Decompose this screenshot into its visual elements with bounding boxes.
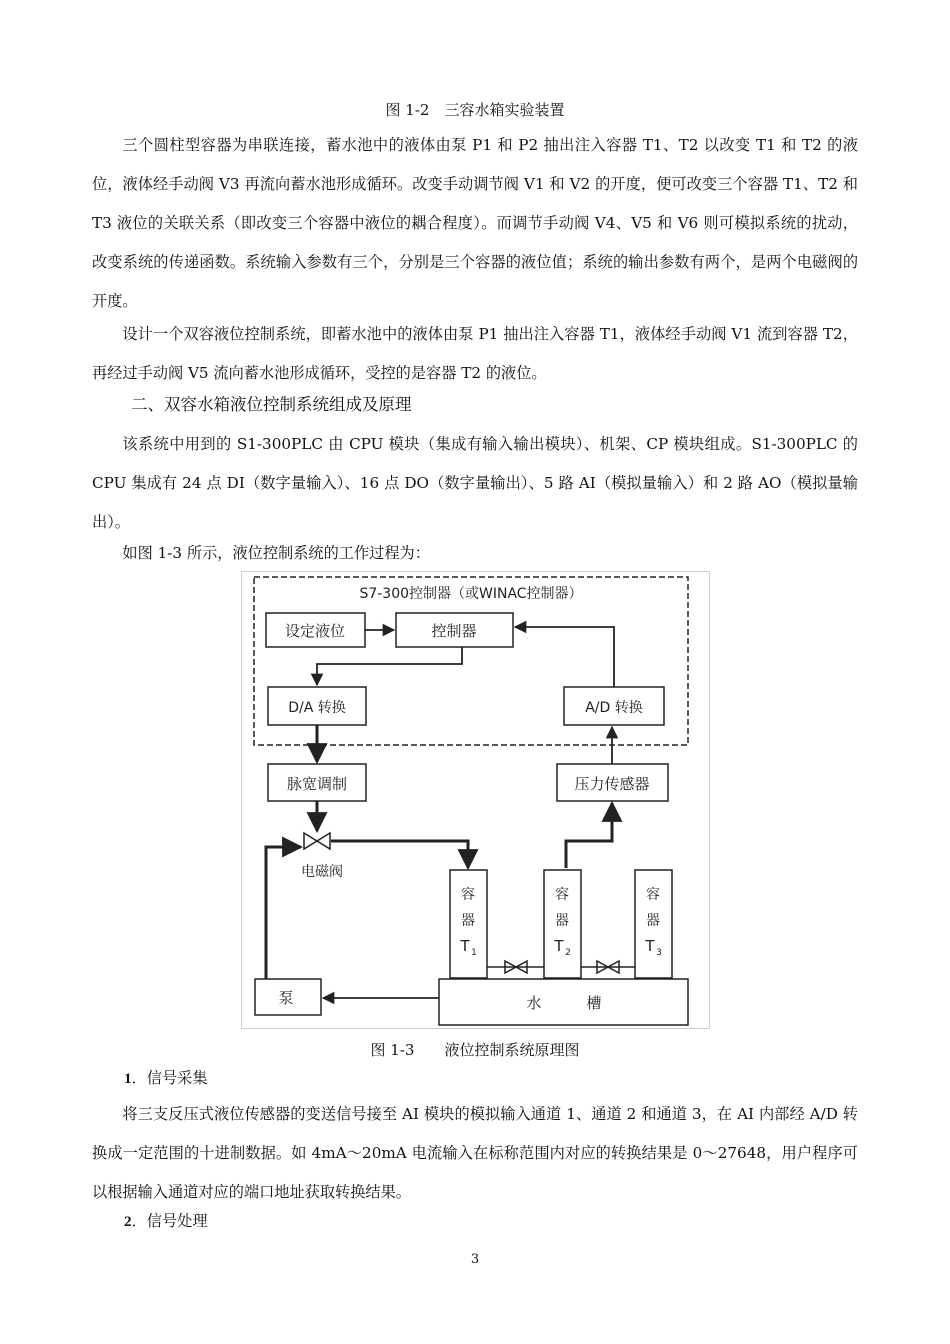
subsection-signal-acquisition xyxy=(124,1067,208,1090)
solenoid-valve-icon xyxy=(304,833,330,849)
setpoint-label: 设定液位 xyxy=(284,622,346,640)
tank-t1-label-top: 容 xyxy=(461,887,475,903)
reservoir-label-right: 槽 xyxy=(586,994,602,1012)
controller-title: S7-300控制器（或WINAC控制器） xyxy=(359,586,583,602)
controller-label: 控制器 xyxy=(431,622,477,640)
arrow-ad-controller xyxy=(515,627,614,687)
pipe-pump-valve xyxy=(266,847,301,979)
tank-t3-label-sub: 3 xyxy=(656,948,662,958)
pwm-label: 脉宽调制 xyxy=(286,775,348,793)
controller-dashed-box xyxy=(254,577,688,745)
reservoir-box xyxy=(439,979,688,1025)
tank-t2-label-t: T xyxy=(554,937,564,955)
subsection-number: 1 xyxy=(124,1070,132,1087)
arrow-controller-da xyxy=(317,647,462,685)
tank-t2-label-top: 容 xyxy=(555,887,569,903)
level-control-diagram xyxy=(241,571,710,1029)
tank-t1-label-t: T xyxy=(460,937,470,955)
page-number: 3 xyxy=(470,1252,480,1267)
paragraph-dual-tank-design: 设计一个双容液位控制系统，即蓄水池中的液体由泵 P1 抽出注入容器 T1，液体经手动阀 V1 流到容器 T2，再经过手动阀 V5 流向蓄水池形成循环，受控的是容器 T2 的液位。 xyxy=(92,325,858,382)
subsection-title: ．信号处理 xyxy=(131,1212,208,1230)
tank-t2-label-sub: 2 xyxy=(565,948,571,958)
paragraph-process-intro: 如图 1-3 所示，液位控制系统的工作过程为： xyxy=(122,544,430,562)
ad-label: A/D 转换 xyxy=(585,700,643,716)
paragraph-signal-acquisition: 将三支反压式液位传感器的变送信号接至 AI 模块的模拟输入通道 1、通道 2 和通道 3，在 AI 内部经 A/D 转换成一定范围的十进制数据。如 4mA～20mA 电流输入在标称范围内对应的转换结果是 0～27648，用户程序可以根据输入通道对应的端口地址获取转换结果。 xyxy=(92,1105,858,1201)
sensor-label: 压力传感器 xyxy=(574,775,650,793)
pipe-valve-t1 xyxy=(331,841,468,868)
tank-t1-label-mid: 器 xyxy=(461,913,475,929)
tank-t3-label-t: T xyxy=(645,937,655,955)
valve-label: 电磁阀 xyxy=(301,864,343,880)
pipe-t2-sensor xyxy=(566,803,612,868)
figure-1-3-caption: 图 1-3 液位控制系统原理图 xyxy=(370,1041,580,1059)
subsection-signal-processing xyxy=(124,1210,208,1233)
paragraph-plc-composition: 该系统中用到的 S1-300PLC 由 CPU 模块（集成有输入输出模块）、机架、CP 模块组成。S1-300PLC 的 CPU 集成有 24 点 DI（数字量输入）、16 点 DO（数字量输出）、5 路 AI（模拟量输入）和 2 路 AO（模拟量输出）。 xyxy=(92,435,858,531)
diagram-frame xyxy=(242,572,710,1029)
subsection-title: ．信号采集 xyxy=(131,1069,208,1087)
figure-1-2-caption: 图 1-2 三容水箱实验装置 xyxy=(385,101,565,119)
tank-t3-label-top: 容 xyxy=(646,887,660,903)
da-label: D/A 转换 xyxy=(288,700,346,716)
paragraph-three-tank-description: 三个圆柱型容器为串联连接，蓄水池中的液体由泵 P1 和 P2 抽出注入容器 T1、T2 以改变 T1 和 T2 的液位，液体经手动阀 V3 再流向蓄水池形成循环。改变手动调节阀 V1 和 V2 的开度，便可改变三个容器 T1、T2 和 T3 液位的关联关系（即改变三个容器中液位的耦合程度）。而调节手动阀 V4、V5 和 V6 则可模拟系统的扰动，改变系统的传递函数。系统输入参数有三个，分别是三个容器的液位值；系统的输出参数有两个，是两个电磁阀的开度。 xyxy=(92,136,858,310)
tank-t1-label-sub: 1 xyxy=(471,948,477,958)
subsection-number: 2 xyxy=(124,1213,132,1230)
tank-t2-label-mid: 器 xyxy=(555,913,569,929)
section-heading: 二、双容水箱液位控制系统组成及原理 xyxy=(131,395,412,414)
reservoir-label-left: 水 xyxy=(526,994,542,1012)
tank-t3-label-mid: 器 xyxy=(646,913,660,929)
pump-label: 泵 xyxy=(278,989,294,1007)
